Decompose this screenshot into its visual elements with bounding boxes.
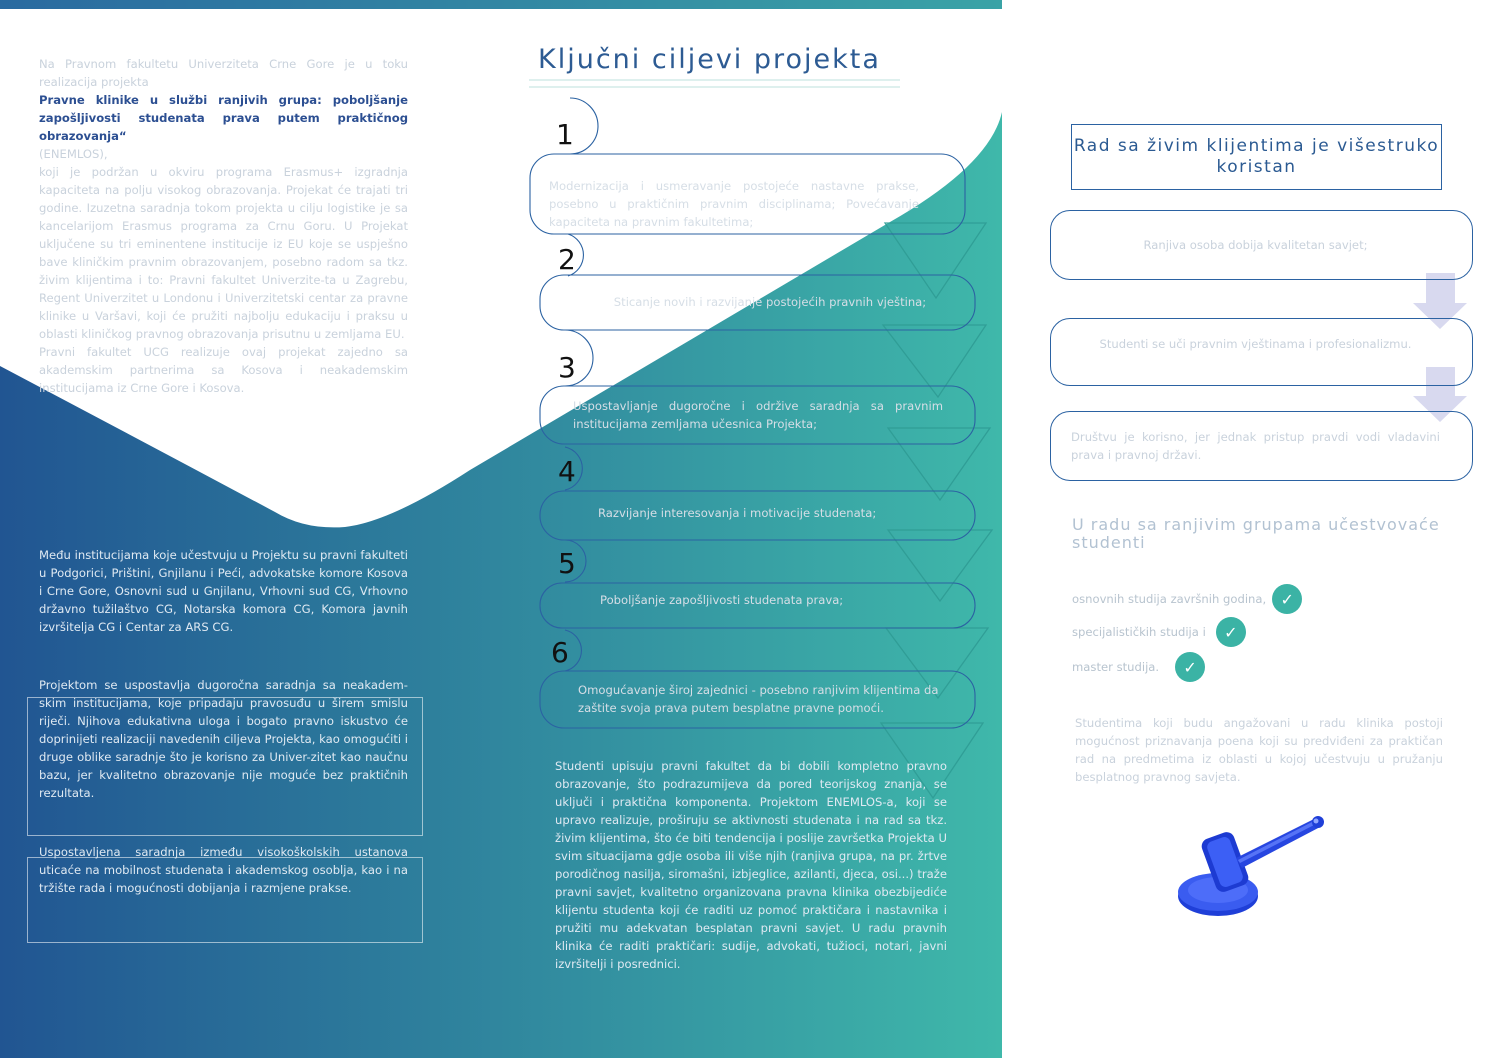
goals-title: Ključni ciljevi projekta	[538, 44, 881, 75]
step-text-3: Uspostavljanje dugoročne i održive saradnja sa pravnim institucijama zemljama učesnica Projekta;	[573, 399, 943, 431]
project-acronym: (ENEMLOS),	[39, 147, 108, 161]
check-icon: ✓	[1272, 584, 1302, 614]
intro-p3: Pravni fakultet UCG realizuje ovaj projekat zajedno sa akademskim partnerima sa Kosova i neakademskim institucijama iz Crne Gore i Kosova.	[39, 345, 408, 395]
step-text-5: Poboljšanje zapošljivosti studenata prava;	[600, 593, 844, 607]
benefit-2	[1050, 318, 1473, 386]
benefits-title-box	[1071, 124, 1442, 190]
project-title: Pravne klinike u službi ranjivih grupa: poboljšanje zapošljivosti studenata prava putem praktičnog obrazovanja“	[39, 93, 408, 143]
participant-row-1	[1072, 584, 1302, 614]
gavel-icon	[1170, 812, 1330, 924]
step-text-1: Modernizacija i usmeravanje postojeće nastavne prakse, posebno u praktičnim pravnim disciplinama; Povećavanje kapaciteta na pravnim fakultetima;	[549, 179, 919, 229]
step-number-2: 2	[558, 243, 576, 276]
step-text-6: Omogućavanje široj zajednici - posebno ranjivim klijentima da zaštite svoja prava putem besplatne pravne pomoći.	[578, 683, 939, 715]
participant-2-label: specijalističkih studija i	[1072, 625, 1206, 639]
step-number-4: 4	[558, 455, 576, 488]
participant-3-label: master studija.	[1072, 660, 1160, 674]
intro-p1: Na Pravnom fakultetu Univerziteta Crne Gore je u toku realizacija projekta	[39, 57, 408, 89]
step-text-2: Sticanje novih i razvijanje postojećih pravnih vještina;	[613, 295, 927, 309]
students-text: Studenti upisuju pravni fakultet da bi dobili kompletno pravno obrazovanje, što podrazumijeva da pored teorijskog znanja, se uključi i praktična komponenta. Projektom ENEMLOS-a, koji se upravo realizuje, proširuju se aktivnosti studenata i na rad sa tkz. živim klijentima, što će biti tendencija i poslije završetka Projekta U svim situacijama gdje osoba ili više njih (ranjiva grupa, na pr. žrtve porodičnog nasilja, siromašni, izbjeglice, azilanti, djeca, osi...) traže pravni savjet, kvalitetno organizovana pravna klinika obezbijediće klijentu studenta koji će raditi uz pomoć praktičara i nastavnika i pružiti mu adekvatan besplatan pravni savjet. U radu pravnih klinika će raditi praktičari: sudije, advokati, tužioci, notari, javni izvršitelji i posrednici.	[555, 759, 947, 971]
step-number-5: 5	[558, 547, 576, 580]
benefit-2-text: Studenti se uči pravnim vještinama i profesionalizmu.	[1099, 337, 1412, 351]
cooperation-text: Projektom se uspostavlja dugoročna saradnja sa neakadem-skim institucijama, koje pripadaju pravosuđu u širem smislu riječi. Njihova edukativna uloga i bogato pravno iskustvo će doprinijeti realizaciji navedenih ciljeva Projekta, kao omogućiti i druge oblike saradnje što je korisno za Univer-zitet kao naučnu bazu, jer kvalitetno obrazovanje nije moguće bez praktičnih rezultata.	[39, 678, 408, 800]
intro-text	[39, 55, 408, 397]
benefit-3	[1050, 411, 1473, 481]
credits-note: Studentima koji budu angažovani u radu klinika postoji mogućnost priznavanja poena koji su predviđeni za praktičan rad na predmetima iz oblasti u kojoj učestvuju u pružanju besplatnog pravnog savjeta.	[1075, 716, 1443, 784]
benefit-1	[1050, 210, 1473, 280]
top-stripe	[0, 0, 1002, 9]
step-number-3: 3	[558, 351, 576, 384]
participants-heading: U radu sa ranjivim grupama učestvovaće studenti	[1072, 515, 1440, 552]
step-number-1: 1	[556, 118, 574, 151]
benefits-title: Rad sa živim klijentima je višestruko koristan	[1073, 136, 1440, 177]
step-number-6: 6	[551, 636, 569, 669]
benefit-1-text: Ranjiva osoba dobija kvalitetan savjet;	[1143, 238, 1368, 252]
benefit-3-text: Društvu je korisno, jer jednak pristup pravdi vodi vladavini prava i pravnoj državi.	[1071, 430, 1440, 462]
institutions-text: Među institucijama koje učestvuju u Projektu su pravni fakulteti u Podgorici, Prištini, Gnjilanu i Peći, advokatske komore Kosova i Crne Gore, Osnovni sud u Gnjilanu, Vrhovni sud CG, Vrhovno državno tužilaštvo CG, Notarska komora CG, Komora javnih izvršitelja CG i Centar za ARS CG.	[39, 548, 408, 634]
participant-row-3	[1072, 652, 1205, 682]
step-text-4: Razvijanje interesovanja i motivacije studenata;	[598, 506, 877, 520]
check-icon: ✓	[1216, 617, 1246, 647]
participant-row-2	[1072, 617, 1246, 647]
participant-1-label: osnovnih studija završnih godina,	[1072, 592, 1267, 606]
check-icon: ✓	[1175, 652, 1205, 682]
mobility-text: Uspostavljena saradnja između visokoškolskih ustanova uticaće na mobilnost studenata i akademskog osoblja, kao i na tržište rada i mogućnosti dobijanja i razmjene prakse.	[39, 845, 408, 895]
intro-p2: koji je podržan u okviru programa Erasmus+ izgradnja kapaciteta na polju visokog obrazovanja. Projekat će trajati tri godine. Izuzetna saradnja tokom projekta u cilju logistike je sa kancelarijom Erasmus programa za Crnu Goru. U Projekat uključene su tri eminentene institucije iz EU koje se uspješno bave kliničkim pravnim obrazovanjem, posebno radom sa tkz. živim klijentima i to: Pravni fakultet Univerzite-ta u Zagrebu, Regent Univerzitet u Londonu i Univerzitetski centar za pravne klinike u Varšavi, koji će pružiti najbolju edukaciju i praksu u oblasti kliničkog pravnog obrazovanja prisutnu u zemljama EU.	[39, 165, 408, 341]
